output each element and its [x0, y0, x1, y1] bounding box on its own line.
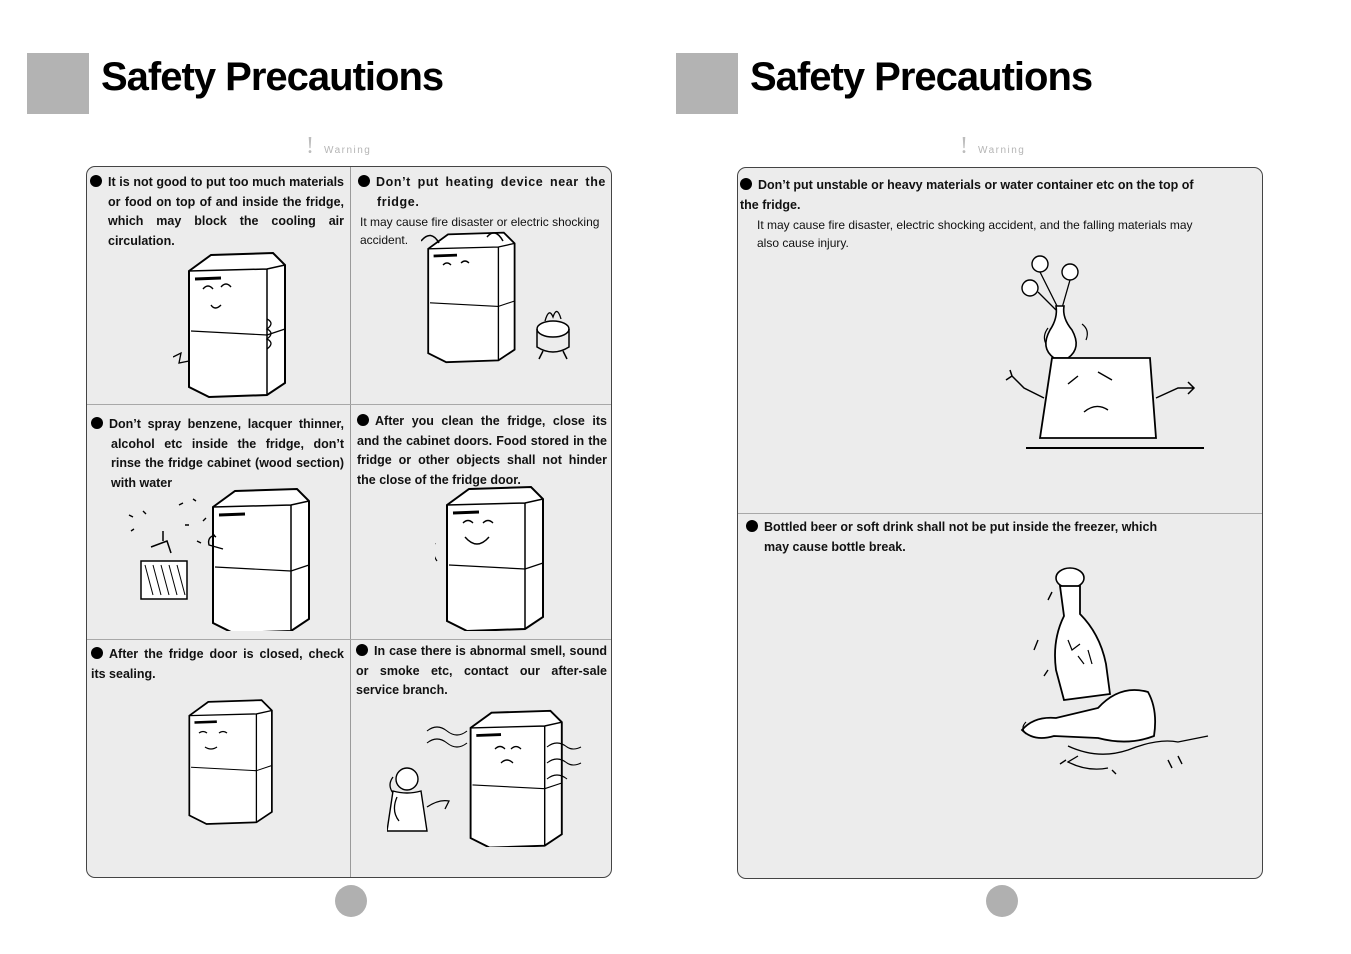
warning-label: Warning — [324, 145, 372, 156]
bullet-icon — [740, 178, 752, 190]
page-number-badge — [986, 885, 1018, 917]
safety-panel — [86, 166, 612, 878]
item-text: After you clean the fridge, close its and the cabinet doors. Food stored in the fridge or other objects shall not hinder the close of the fridge door. — [357, 414, 607, 487]
bottle-illustration — [1008, 560, 1218, 790]
bullet-icon — [358, 175, 370, 187]
warning-icon: ! — [306, 133, 314, 159]
warning-label: Warning — [978, 145, 1026, 156]
item-text: Bottled beer or soft drink shall not be put inside the freezer, which may cause bottle break. — [764, 520, 1158, 554]
left-page — [0, 0, 675, 954]
header-block — [676, 53, 738, 114]
precaution-item — [357, 412, 607, 490]
item-note: It may cause fire disaster or electric shocking accident. — [360, 215, 600, 247]
page-title: Safety Precautions — [101, 55, 444, 99]
bullet-icon — [357, 414, 369, 426]
vase-illustration — [998, 248, 1208, 453]
fridge-illustration — [435, 483, 551, 631]
precaution-item — [91, 645, 344, 684]
item-text: Don’t put heating device near the fridge. — [376, 175, 606, 209]
bullet-icon — [356, 644, 368, 656]
item-text: Don’t spray benzene, lacquer thinner, alcohol etc inside the fridge, don’t rinse the fridge cabinet (wood section) with water — [109, 417, 344, 490]
item-text: Don’t put unstable or heavy materials or water container etc on the top of the fridge. — [740, 178, 1194, 212]
item-note: It may cause fire disaster, electric shocking accident, and the falling materials may also cause injury. — [757, 218, 1193, 250]
item-text: After the fridge door is closed, check its sealing. — [91, 647, 344, 681]
warning-header — [960, 134, 1025, 158]
item-text: It is not good to put too much materials or food on top of and inside the fridge, which may block the cooling air circulation. — [108, 175, 344, 248]
page-number-badge — [335, 885, 367, 917]
warning-header — [306, 134, 371, 158]
phone-illustration — [387, 707, 591, 847]
fridge-illustration — [179, 695, 279, 837]
item-text: In case there is abnormal smell, sound or smoke etc, contact our after-sale service branch. — [356, 644, 607, 697]
bullet-icon — [90, 175, 102, 187]
precaution-item — [740, 176, 1210, 252]
header-block — [27, 53, 89, 114]
bullet-icon — [91, 417, 103, 429]
precaution-item — [90, 173, 344, 251]
heater-illustration — [421, 229, 581, 373]
precaution-item — [91, 415, 344, 493]
spray-illustration — [123, 485, 323, 631]
precaution-item — [356, 642, 607, 701]
bullet-icon — [746, 520, 758, 532]
warning-icon: ! — [960, 133, 968, 159]
page-title: Safety Precautions — [750, 55, 1093, 99]
precaution-item — [746, 518, 1166, 557]
bullet-icon — [91, 647, 103, 659]
safety-panel — [737, 167, 1263, 879]
fridge-illustration — [173, 247, 293, 403]
right-page — [676, 0, 1351, 954]
